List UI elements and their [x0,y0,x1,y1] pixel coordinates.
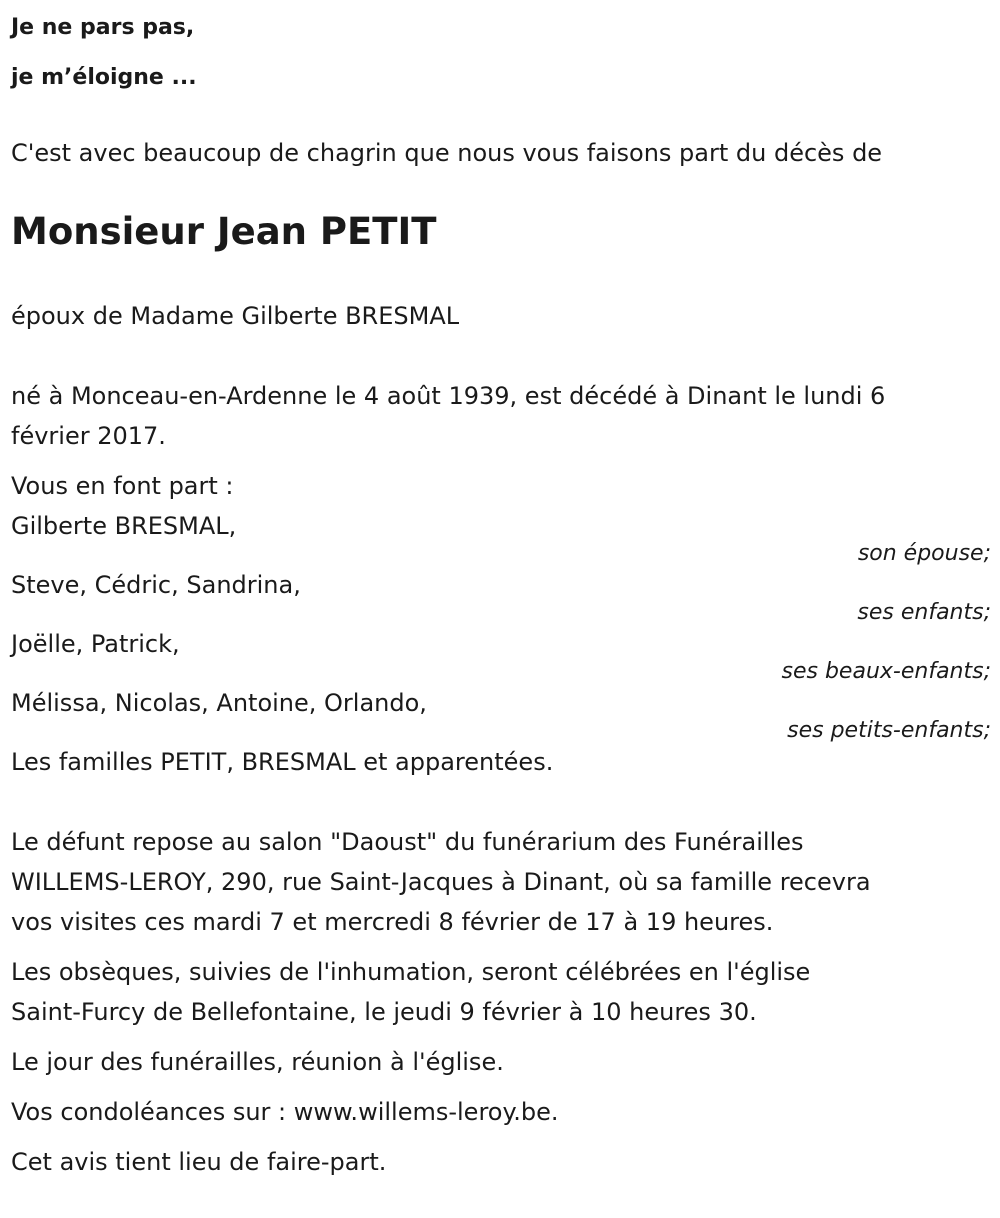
repose-line-2: WILLEMS-LEROY, 290, rue Saint-Jacques à Dinant, où sa famille recevra [11,868,871,896]
family-names: Joëlle, Patrick, [11,630,180,658]
ceremony-paragraph [11,952,991,1032]
family-entry-grandchildren [11,683,991,742]
family-names: Gilberte BRESMAL, [11,512,237,540]
family-list [11,506,991,742]
epigraph-line-2: je m’éloigne ... [11,65,197,90]
notice-line: Cet avis tient lieu de faire-part. [11,1148,387,1176]
birth-death-line-1: né à Monceau-en-Ardenne le 4 août 1939, est décédé à Dinant le lundi 6 [11,382,886,410]
family-relation: son épouse; [857,541,991,566]
family-entry-spouse [11,506,991,565]
repose-line-1: Le défunt repose au salon "Daoust" du funérarium des Funérailles [11,828,804,856]
birth-death-paragraph [11,376,991,456]
ceremony-line-1: Les obsèques, suivies de l'inhumation, seront célébrées en l'église [11,958,811,986]
birth-death-line-2: février 2017. [11,422,166,450]
family-relation: ses enfants; [857,600,991,625]
family-relation: ses beaux-enfants; [781,659,991,684]
family-entry-children [11,565,991,624]
repose-line-3: vos visites ces mardi 7 et mercredi 8 février de 17 à 19 heures. [11,908,774,936]
family-entry-step-children [11,624,991,683]
repose-paragraph [11,822,991,942]
condolences-line: Vos condoléances sur : www.willems-leroy.be. [11,1098,559,1126]
death-notice [11,0,991,1182]
meeting-line: Le jour des funérailles, réunion à l'église. [11,1048,504,1076]
families-line: Les familles PETIT, BRESMAL et apparentées. [11,748,554,776]
family-names: Steve, Cédric, Sandrina, [11,571,301,599]
announce-label: Vous en font part : [11,472,234,500]
ceremony-line-2: Saint-Furcy de Bellefontaine, le jeudi 9 février à 10 heures 30. [11,998,757,1026]
epigraph-line-1: Je ne pars pas, [11,15,195,40]
family-relation: ses petits-enfants; [787,718,991,743]
deceased-name: Monsieur Jean PETIT [11,210,437,253]
epigraph [11,3,991,103]
family-names: Mélissa, Nicolas, Antoine, Orlando, [11,689,427,717]
spouse-line: époux de Madame Gilberte BRESMAL [11,302,460,330]
intro-text: C'est avec beaucoup de chagrin que nous vous faisons part du décès de [11,139,883,167]
